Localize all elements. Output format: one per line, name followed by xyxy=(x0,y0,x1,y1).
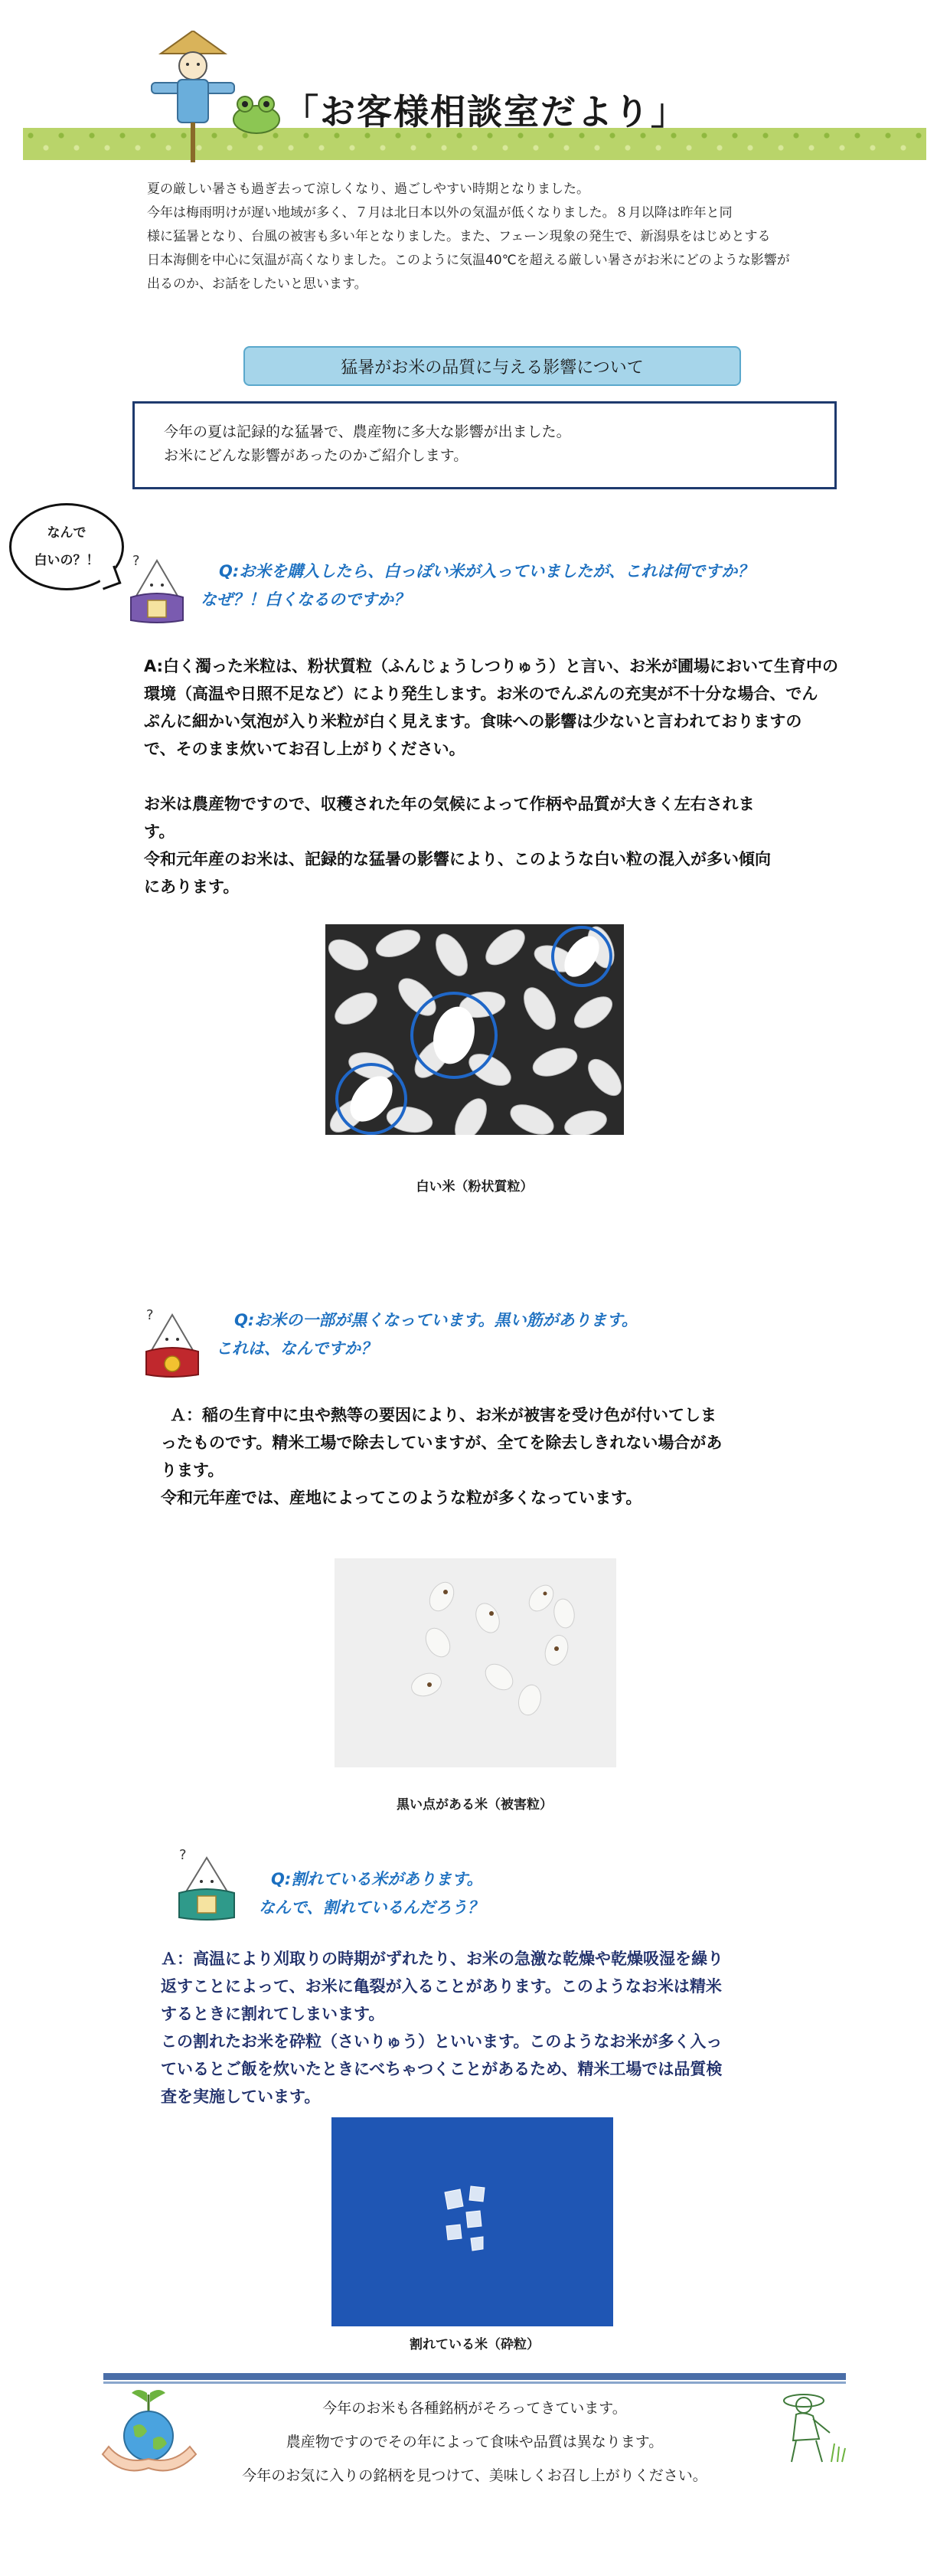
answer-line: お米は農産物ですので、収穫された年の気候によって作柄や品質が大きく左右されま xyxy=(144,795,755,813)
summary-line: 今年の夏は記録的な猛暑で、農産物に多大な影響が出ました。 xyxy=(164,423,571,440)
answer-line: 返すことによって、お米に亀裂が入ることがあります。このようなお米は精米 xyxy=(161,1977,722,1996)
answer-3 xyxy=(161,1945,888,2110)
answer-line: にあります。 xyxy=(144,878,240,896)
question-3 xyxy=(259,1865,871,1922)
answer-line: ったものです。精米工場で除去していますが、全てを除去しきれない場合があ xyxy=(161,1433,723,1452)
answer-line: 環境（高温や日照不足など）により発生します。お米のでんぷんの充実が不十分な場合、でん xyxy=(144,685,818,703)
topic-heading: 猛暑がお米の品質に与える影響について xyxy=(243,346,741,386)
svg-text:?: ? xyxy=(179,1847,187,1863)
question-line: Q:割れている米があります。 xyxy=(271,1870,483,1888)
footer-line: 今年のお気に入りの銘柄を見つけて、美味しくお召し上がりください。 xyxy=(242,2467,707,2484)
intro-line: 夏の厳しい暑さも過ぎ去って涼しくなり、過ごしやすい時期となりました。 xyxy=(147,181,589,197)
answer-line: 令和元年産では、産地によってこのような粒が多くなっています。 xyxy=(161,1489,642,1507)
answer-1 xyxy=(144,652,886,901)
answer-line: A:白く濁った米粒は、粉状質粒（ふんじょうしつりゅう）と言い、お米が圃場において生育中の xyxy=(144,657,839,675)
answer-line: Ａ：高温により刈取りの時期がずれたり、お米の急激な乾燥や乾燥吸湿を繰り xyxy=(161,1950,723,1968)
answer-line xyxy=(144,763,886,790)
answer-line: す。 xyxy=(144,822,175,841)
answer-line: この割れたお米を砕粒（さいりゅう）といいます。このようなお米が多く入っ xyxy=(161,2032,723,2051)
photo-caption: 黒い点がある米（被害粒） xyxy=(397,1797,553,1813)
footer-message xyxy=(188,2391,762,2493)
question-line: Q:お米の一部が黒くなっています。黒い筋があります。 xyxy=(234,1311,638,1329)
intro-line: 出るのか、お話をしたいと思います。 xyxy=(147,276,367,292)
rice-ball-mascot-green xyxy=(175,1845,240,1922)
svg-text:?: ? xyxy=(146,1307,154,1323)
scarecrow-illustration xyxy=(145,31,241,165)
footer-divider-thin xyxy=(103,2381,846,2384)
intro-line: 今年は梅雨明けが遅い地域が多く、７月は北日本以外の気温が低くなりました。８月以降は昨年と同 xyxy=(147,205,733,221)
rice-ball-mascot-red xyxy=(142,1306,203,1378)
answer-line: Ａ：稲の生育中に虫や熱等の要因により、お米が被害を受け色が付いてしま xyxy=(170,1406,717,1424)
photo-broken-rice xyxy=(331,2117,613,2326)
answer-line: 令和元年産のお米は、記録的な猛暑の影響により、このような白い粒の混入が多い傾向 xyxy=(144,850,771,868)
photo-caption: 割れている米（砕粒） xyxy=(410,2337,540,2352)
farmer-illustration xyxy=(766,2385,850,2470)
photo-white-rice xyxy=(325,924,624,1135)
question-line: これは、なんですか？ xyxy=(216,1339,377,1358)
answer-2 xyxy=(161,1401,888,1512)
footer-line: 農産物ですのでその年によって食味や品質は異なります。 xyxy=(286,2434,664,2450)
earth-in-hands-icon xyxy=(100,2385,199,2481)
answer-line: するときに割れてしまいます。 xyxy=(161,2005,385,2023)
page-title: 「お客様相談室だより」 xyxy=(283,91,687,132)
footer-line: 今年のお米も各種銘柄がそろってきています。 xyxy=(322,2400,627,2417)
question-line: なぜ？！白くなるのですか？ xyxy=(201,590,410,609)
answer-line: 査を実施しています。 xyxy=(161,2087,321,2106)
bubble-line: 白いの？！ xyxy=(34,553,100,568)
intro-paragraph xyxy=(147,178,874,296)
summary-box xyxy=(132,401,837,489)
question-2 xyxy=(216,1306,890,1363)
intro-line: 様に猛暑となり、台風の被害も多い年となりました。また、フェーン現象の発生で、新潟県をはじめとする xyxy=(147,229,771,244)
frog-illustration xyxy=(230,92,283,134)
answer-line: ぷんに細かい気泡が入り米粒が白く見えます。食味への影響は少ないと言われておりますの xyxy=(144,712,802,731)
bubble-line: なんで xyxy=(47,525,87,541)
photo-caption: 白い米（粉状質粒） xyxy=(416,1179,534,1195)
question-1 xyxy=(201,557,890,614)
question-line: Q:お米を購入したら、白っぽい米が入っていましたが、これは何ですか？ xyxy=(219,562,754,580)
photo-damaged-rice xyxy=(335,1558,616,1767)
summary-line: お米にどんな影響があったのかご紹介します。 xyxy=(164,447,468,464)
answer-line: ります。 xyxy=(161,1461,224,1479)
rice-ball-mascot-purple xyxy=(126,551,188,624)
svg-text:?: ? xyxy=(132,553,140,569)
question-line: なんで、割れているんだろう？ xyxy=(259,1898,484,1917)
intro-line: 日本海側を中心に気温が高くなりました。このように気温40℃を超える厳しい暑さがお米にどのような影響が xyxy=(147,253,790,268)
footer-divider xyxy=(103,2373,846,2380)
answer-line: ているとご飯を炊いたときにべちゃつくことがあるため、精米工場では品質検 xyxy=(161,2060,723,2078)
answer-line: で、そのまま炊いてお召し上がりください。 xyxy=(144,740,465,758)
